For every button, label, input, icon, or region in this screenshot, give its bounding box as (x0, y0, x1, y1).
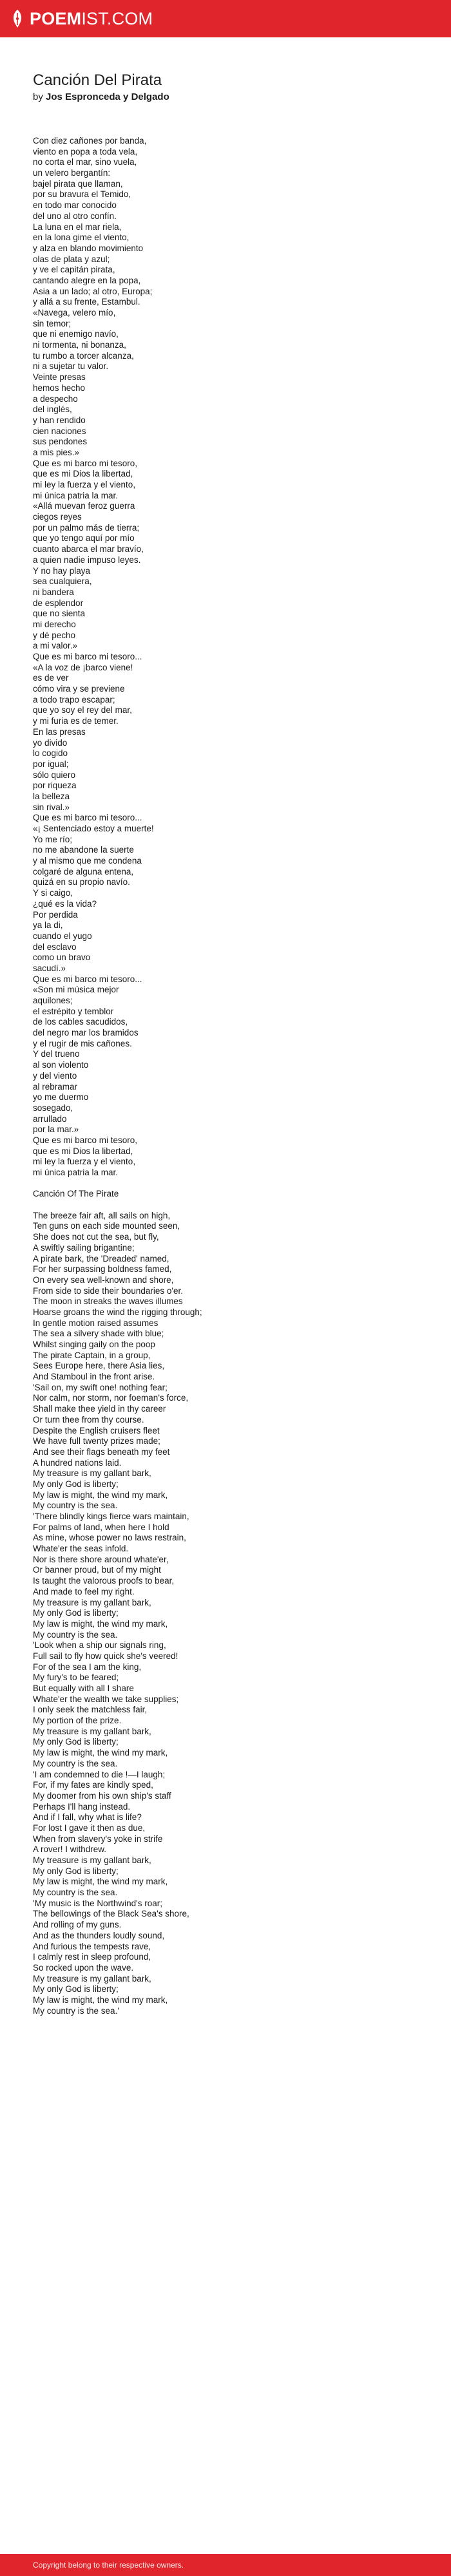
logo-strong: POEM (30, 8, 82, 28)
poem-line: cómo vira y se previene (33, 684, 125, 694)
poem-line: a despecho (33, 393, 78, 404)
poem-line: en todo mar conocido (33, 200, 117, 211)
poem-line: a quien nadie impuso leyes. (33, 554, 141, 565)
poem-line: I calmly rest in sleep profound, (33, 1952, 151, 1962)
poem-line: y alza en blando movimiento (33, 243, 144, 253)
poem-line: Sees Europe here, there Asia lies, (33, 1361, 165, 1371)
poem-line: un velero bergantín: (33, 168, 111, 178)
poem-line: 'My music is the Northwind's roar; (33, 1898, 162, 1908)
poem-line: Perhaps I'll hang instead. (33, 1801, 131, 1812)
poem-line: Or turn thee from thy course. (33, 1414, 144, 1425)
poem-line: que yo tengo aquí por mío (33, 533, 135, 544)
poem-line: arrullado (33, 1113, 67, 1124)
poem-line: por riqueza (33, 781, 77, 791)
poem-line: She does not cut the sea, but fly, (33, 1232, 159, 1242)
poem-line: 'Look when a ship our signals ring, (33, 1640, 166, 1651)
poem-line: a mis pies.» (33, 447, 80, 457)
poem-line: My treasure is my gallant bark, (33, 1973, 151, 1984)
poem-line: My country is the sea. (33, 1629, 118, 1640)
poem-line: por un palmo más de tierra; (33, 522, 140, 533)
poem-title: Canción Del Pirata (33, 71, 162, 89)
poem-line: olas de plata y azul; (33, 254, 110, 264)
poem-line: Hoarse groans the wind the rigging through; (33, 1307, 202, 1317)
poem-line: Y si caigo, (33, 888, 73, 898)
poem-line: For, if my fates are kindly sped, (33, 1780, 153, 1790)
poem-line: My law is might, the wind my mark, (33, 1994, 168, 2005)
site-logo[interactable] (10, 9, 153, 28)
poem-line: es de ver (33, 673, 69, 683)
poem-line: ya la di, (33, 920, 63, 931)
poem-line: And Stamboul in the front arise. (33, 1372, 155, 1382)
poem-line: Nor is there shore around whate'er, (33, 1554, 169, 1564)
poem-line: no me abandone la suerte (33, 845, 134, 855)
poem-line: But equally with all I share (33, 1683, 134, 1693)
poem-line: Que es mi barco mi tesoro... (33, 652, 142, 661)
poem-line: mi ley la fuerza y el viento, (33, 1157, 136, 1167)
stanza-break (33, 1179, 419, 1189)
poem-line: sosegado, (33, 1103, 73, 1113)
poem-line: Canción Of The Pirate (33, 1189, 119, 1199)
poem-line: mi derecho (33, 619, 76, 629)
poem-line: sus pendones (33, 437, 88, 447)
poem-line: mi única patria la mar. (33, 1168, 119, 1177)
poem-line: In gentle motion raised assumes (33, 1318, 158, 1328)
poem-line: cantando alegre en la popa, (33, 275, 141, 285)
poem-line: Y no hay playa (33, 565, 91, 576)
poem-line: My only God is liberty; (33, 1737, 119, 1747)
poem-line: For her surpassing boldness famed, (33, 1264, 172, 1274)
poem-line: mi ley la fuerza y el viento, (33, 480, 136, 489)
poem-line: My portion of the prize. (33, 1716, 122, 1726)
poem-line: por la mar.» (33, 1124, 79, 1135)
poem-line: The bellowings of the Black Sea's shore, (33, 1909, 189, 1919)
poem-line: My fury's to be feared; (33, 1672, 119, 1683)
poem-line: My country is the sea. (33, 1888, 118, 1898)
poem-line: y dé pecho (33, 630, 76, 640)
poem-line: La luna en el mar riela, (33, 222, 122, 232)
byline (33, 91, 419, 104)
poem-line: del inglés, (33, 404, 72, 415)
poem-line: Que es mi barco mi tesoro, (33, 458, 138, 468)
poem-line: I only seek the matchless fair, (33, 1705, 148, 1715)
footer-copyright: Copyright belong to their respective owners. (33, 2561, 184, 2570)
poem-line: My law is might, the wind my mark, (33, 1877, 168, 1887)
poem-line: Whilst singing gaily on the poop (33, 1340, 155, 1349)
poem-line: And made to feel my right. (33, 1586, 135, 1596)
poem-line: y allá a su frente, Estambul. (33, 297, 140, 307)
poem-line: al rebramar (33, 1081, 78, 1092)
poem-line: quizá en su propio navío. (33, 877, 130, 887)
poem-line: el estrépito y temblor (33, 1006, 114, 1016)
poem-line: For of the sea I am the king, (33, 1662, 142, 1672)
poem-line: And if I fall, why what is life? (33, 1812, 142, 1823)
poem-line: hemos hecho (33, 383, 86, 393)
poem-line: My law is might, the wind my mark, (33, 1490, 168, 1500)
poem-line: sea cualquiera, (33, 576, 92, 587)
poem-line: ciegos reyes (33, 512, 82, 522)
top-bar (0, 0, 451, 37)
poem-line: «Allá muevan feroz guerra (33, 501, 135, 511)
poem-line: My treasure is my gallant bark, (33, 1468, 151, 1479)
poem-line: yo divido (33, 737, 68, 748)
poem-line: En las presas (33, 726, 86, 737)
poem-line: al son violento (33, 1060, 89, 1070)
poem-line: que yo soy el rey del mar, (33, 705, 132, 715)
poem-line: Shall make thee yield in thy career (33, 1404, 166, 1414)
poem-line: My treasure is my gallant bark, (33, 1726, 151, 1736)
poem-line: For lost I gave it then as due, (33, 1823, 146, 1833)
poem-line: As mine, whose power no laws restrain, (33, 1533, 186, 1543)
poem-line: My only God is liberty; (33, 1608, 119, 1618)
poem-line: Whate'er the seas infold. (33, 1544, 129, 1554)
poem-line: We have full twenty prizes made; (33, 1436, 160, 1446)
poem-line: My law is might, the wind my mark, (33, 1618, 168, 1629)
poem-line: From side to side their boundaries o'er. (33, 1285, 183, 1296)
poem-line: sólo quiero (33, 770, 76, 780)
poem-line: que no sienta (33, 609, 86, 619)
poem-line: y del viento (33, 1070, 77, 1081)
poem-line: por igual; (33, 759, 69, 769)
poem-line: y ve el capitán pirata, (33, 265, 115, 275)
poem-line: Despite the English cruisers fleet (33, 1425, 160, 1435)
poem-line: sacudí.» (33, 963, 66, 973)
poem-line: cien naciones (33, 426, 86, 436)
poem-line: My treasure is my gallant bark, (33, 1597, 151, 1607)
poem-line: My law is might, the wind my mark, (33, 1748, 168, 1758)
poem-line: Asia a un lado; al otro, Europa; (33, 286, 153, 296)
poem-line: y el rugir de mis cañones. (33, 1038, 132, 1048)
poem-line: Que es mi barco mi tesoro... (33, 813, 142, 823)
poem-line: cuanto abarca el mar bravío, (33, 544, 144, 554)
poem-line: del esclavo (33, 942, 77, 952)
poem-line: colgaré de alguna entena, (33, 866, 134, 876)
poem-line: A rover! I withdrew. (33, 1844, 107, 1855)
poem-line: lo cogido (33, 748, 68, 759)
poem-line: que ni enemigo navío, (33, 329, 119, 339)
poem-line: Full sail to fly how quick she's veered! (33, 1651, 178, 1661)
poem-line: aquilones; (33, 996, 73, 1005)
poem-line: A swiftly sailing brigantine; (33, 1242, 135, 1253)
poem-line: When from slavery's yoke in strife (33, 1833, 163, 1844)
poem-line: A pirate bark, the 'Dreaded' named, (33, 1253, 169, 1264)
logo-wordmark (30, 10, 153, 28)
poem-line: sin rival.» (33, 802, 70, 812)
poem-line: And as the thunders loudly sound, (33, 1930, 165, 1940)
poem-line: Is taught the valorous proofs to bear, (33, 1576, 175, 1586)
poem-line: On every sea well-known and shore, (33, 1274, 174, 1285)
poem-line: y mi furia es de temer. (33, 716, 119, 726)
poem-line: Ten guns on each side mounted seen, (33, 1221, 180, 1231)
poem-line: del negro mar los bramidos (33, 1028, 139, 1038)
poem-line: ¿qué es la vida? (33, 898, 97, 909)
poem-line: My only God is liberty; (33, 1866, 119, 1876)
poem-line: cuando el yugo (33, 931, 92, 941)
poem-line: For palms of land, when here I hold (33, 1522, 169, 1532)
poem-line: la belleza (33, 791, 70, 801)
poem-line: And rolling of my guns. (33, 1920, 122, 1930)
poem-line: 'I am condemned to die !—I laugh; (33, 1769, 166, 1779)
poem-line: mi única patria la mar. (33, 490, 119, 500)
poem-line: My doomer from his own ship's staff (33, 1790, 171, 1801)
poem-line: And see their flags beneath my feet (33, 1446, 170, 1457)
poem-line: Que es mi barco mi tesoro, (33, 1135, 138, 1145)
poem-line: My only God is liberty; (33, 1984, 119, 1994)
poem-line: tu rumbo a torcer alcanza, (33, 350, 134, 361)
poem-line: Con diez cañones por banda, (33, 136, 147, 146)
footer (0, 2554, 451, 2576)
poem-line: de los cables sacudidos, (33, 1017, 128, 1027)
poem-line: «A la voz de ¡barco viene! (33, 662, 133, 672)
poem-line: Que es mi barco mi tesoro... (33, 974, 142, 984)
poem-line: Yo me río; (33, 834, 73, 844)
poem-line: The sea a silvery shade with blue; (33, 1329, 164, 1339)
poem-line: «Navega, velero mío, (33, 308, 116, 317)
poem-line: como un bravo (33, 952, 91, 963)
poem-line: ni a sujetar tu valor. (33, 361, 109, 372)
poem-line: 'There blindly kings fierce wars maintain, (33, 1511, 189, 1521)
poem-line: My only God is liberty; (33, 1479, 119, 1489)
poem-line: My treasure is my gallant bark, (33, 1855, 151, 1865)
poem-line: viento en popa a toda vela, (33, 146, 138, 156)
poem-line: My country is the sea. (33, 1758, 118, 1768)
logo-light: IST.COM (81, 8, 153, 28)
poem-line: So rocked upon the wave. (33, 1962, 134, 1973)
poem-line: Nor calm, nor storm, nor foeman's force, (33, 1393, 189, 1403)
poem-line: The pirate Captain, in a group, (33, 1350, 151, 1360)
poem-line: del uno al otro confín. (33, 211, 117, 221)
poem-line: Veinte presas (33, 372, 86, 383)
by-label: by (33, 91, 43, 102)
poem-line: A hundred nations laid. (33, 1457, 122, 1468)
poem-line: Por perdida (33, 909, 78, 920)
poem-line: And furious the tempests rave, (33, 1941, 151, 1951)
poem-line: My country is the sea.' (33, 2005, 119, 2016)
poem-line: yo me duermo (33, 1092, 89, 1103)
poem-line: que es mi Dios la libertad, (33, 469, 133, 479)
poem-line: no corta el mar, sino vuela, (33, 157, 137, 167)
poem-line: ni tormenta, ni bonanza, (33, 340, 126, 350)
poem-line: My country is the sea. (33, 1501, 118, 1511)
poem-line: en la lona gime el viento, (33, 232, 130, 243)
poem-line: que es mi Dios la libertad, (33, 1146, 133, 1156)
quill-pen-icon (10, 9, 24, 28)
poem-line: sin temor; (33, 318, 72, 328)
poem-line: a todo trapo escapar; (33, 694, 115, 705)
poem-body (33, 136, 419, 2016)
poem-line: The moon in streaks the waves illumes (33, 1296, 183, 1307)
poem-line: Whate'er the wealth we take supplies; (33, 1694, 179, 1704)
poem-line: por su bravura el Temido, (33, 189, 131, 200)
poem-line: a mi valor.» (33, 641, 78, 651)
poem-line: Or banner proud, but of my might (33, 1565, 161, 1575)
stanza-break (33, 1200, 419, 1211)
poem-line: ni bandera (33, 587, 74, 597)
poem-line: y al mismo que me condena (33, 856, 142, 866)
poem-line: y han rendido (33, 415, 86, 425)
author-link[interactable]: Jos Espronceda y Delgado (46, 91, 169, 102)
poem-line: Y del trueno (33, 1049, 80, 1059)
poem-line: «¡ Sentenciado estoy a muerte! (33, 824, 154, 833)
poem-content (33, 71, 419, 2016)
poem-line: bajel pirata que llaman, (33, 178, 123, 189)
poem-line: 'Sail on, my swift one! nothing fear; (33, 1382, 168, 1392)
poem-line: de esplendor (33, 598, 84, 608)
poem-line: «Son mi música mejor (33, 985, 119, 995)
poem-line: The breeze fair aft, all sails on high, (33, 1210, 171, 1220)
